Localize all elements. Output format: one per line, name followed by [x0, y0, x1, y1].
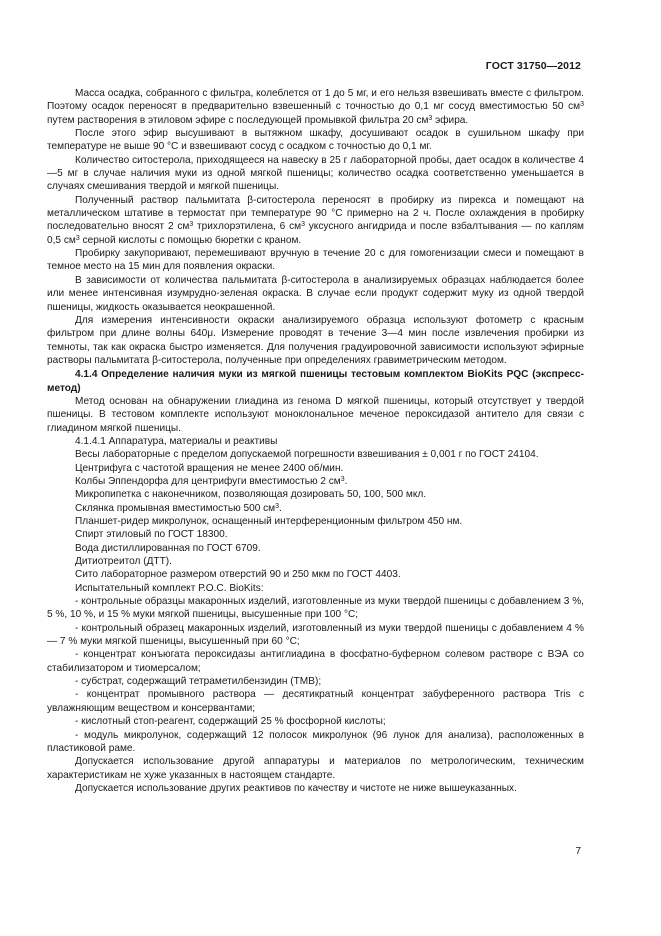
document-body	[47, 87, 584, 795]
section-heading: 4.1.4 Определение наличия муки из мягкой пшеницы тестовым комплектом BioKits PQC (экспресс-метод)	[47, 369, 584, 394]
paragraph: Допускается использование другой аппаратуры и материалов по метрологическим, техническим характеристикам не хуже указанных в настоящем стандарте.	[47, 756, 584, 781]
paragraph: Центрифуга с частотой вращения не менее 2400 об/мин.	[75, 462, 344, 474]
paragraph: Для измерения интенсивности окраски анализируемого образца используют фотометр с красным фильтром при длине волны 640μ. Измерение проводят в течение 3—4 мин после извлечения пробирки из темноты, так как окраска быстро изменяется. Для получения градуировочной зависимости используют эфирные растворы пальмитата β-ситостерола, полученные при определениях гравиметрическим методом.	[47, 314, 584, 366]
document-header: ГОСТ 31750—2012	[485, 60, 581, 72]
paragraph: Испытательный комплект Р.О.С. BioKits:	[75, 582, 264, 594]
paragraph: Допускается использование других реактивов по качеству и чистоте не ниже вышеуказанных.	[75, 782, 517, 794]
paragraph: 4.1.4.1 Аппаратура, материалы и реактивы	[75, 435, 278, 447]
paragraph: Метод основан на обнаружении глиадина из генома D мягкой пшеницы, который отсутствует у твердой пшеницы. В тестовом комплекте используют моноклональное меченое пероксидазой антитело для связи с глиадином мягкой пшеницы.	[47, 395, 584, 434]
paragraph: - контрольные образцы макаронных изделий, изготовленные из муки твердой пшеницы с добавлением 3 %, 5 %, 10 %, и 15 % муки мягкой пшеницы, высушенные при 100 °С;	[47, 596, 584, 621]
paragraph: Полученный раствор пальмитата β-ситостерола переносят в пробирку из пирекса и помещают на металлическом штативе в термостат при температуре 90 °С примерно на 2 ч. После охлаждения в пробирку последовательно вносят 2 $см^3$ трихлорэтилена, 6 $см^3$ уксусного ангидрида и после взбалтывания — по каплям 0,5 $см^3$ серной кислоты с помощью бюретки с краном.	[47, 194, 584, 246]
paragraph: Весы лабораторные с пределом допускаемой погрешности взвешивания ± 0,001 г по ГОСТ 24104.	[75, 449, 539, 461]
paragraph: В зависимости от количества пальмитата β-ситостерола в анализируемых образцах наблюдается более или менее интенсивная изумрудно-зеленая окраска. В случае если продукт содержит муку из одной твердой пшеницы, жидкость оказывается неокрашенной.	[47, 274, 584, 313]
paragraph: Количество ситостерола, приходящееся на навеску в 25 г лабораторной пробы, дает осадок в количестве 4—5 мг в случае наличия муки из одной мягкой пшеницы; количество осадка соответственно уменьшается в случаях смешивания твердой и мягкой пшеницы.	[47, 154, 584, 193]
paragraph: - контрольный образец макаронных изделий, изготовленный из муки твердой пшеницы с добавлением 4 % — 7 % муки мягкой пшеницы, высушенный при 60 °С;	[47, 622, 584, 648]
page-number: 7	[575, 846, 581, 857]
paragraph: - кислотный стоп-реагент, содержащий 25 % фосфорной кислоты;	[75, 716, 386, 728]
paragraph: Дитиотреитол (ДТТ).	[75, 556, 172, 568]
paragraph: Склянка промывная вместимостью 500 $см^3$.	[75, 502, 282, 514]
paragraph: После этого эфир высушивают в вытяжном шкафу, досушивают осадок в сушильном шкафу при температуре не выше 90 °С и взвешивают сосуд с осадком с точностью до 0,1 мг.	[47, 128, 584, 153]
paragraph: - концентрат промывного раствора — десятикратный концентрат забуференного раствора Tris с увлажняющим веществом и консервантами;	[47, 689, 584, 714]
paragraph: Пробирку закупоривают, перемешивают вручную в течение 20 с для гомогенизации смеси и помещают в темное место на 15 мин для появления окраски.	[47, 248, 584, 273]
paragraph: Микропипетка с наконечником, позволяющая дозировать 50, 100, 500 мкл.	[75, 489, 427, 501]
paragraph: - субстрат, содержащий тетраметилбензидин (ТМВ);	[75, 676, 322, 688]
paragraph: Колбы Эппендорфа для центрифуги вместимостью 2 $см^3$.	[75, 475, 348, 487]
paragraph: - концентрат конъюгата пероксидазы антиглиадина в фосфатно-буферном солевом растворе с ВЭА со стабилизатором и тиомерсалом;	[47, 649, 584, 674]
paragraph: - модуль микролунок, содержащий 12 полосок микролунок (96 лунок для анализа), расположенных в пластиковой раме.	[47, 729, 584, 754]
paragraph: Планшет-ридер микролунок, оснащенный интерференционным фильтром 450 нм.	[75, 516, 463, 527]
paragraph: Вода дистиллированная по ГОСТ 6709.	[75, 542, 261, 554]
paragraph: Масса осадка, собранного с фильтра, колеблется от 1 до 5 мг, и его нельзя взвешивать вместе с фильтром. Поэтому осадок переносят в предварительно взвешенный с точностью до 0,1 мг сосуд вместимостью 50 $см^3$ путем растворения в этиловом эфире с последующей промывкой фильтра 20 $см^3$ эфира.	[47, 88, 584, 126]
paragraph: Спирт этиловый по ГОСТ 18300.	[75, 529, 228, 541]
paragraph: Сито лабораторное размером отверстий 90 и 250 мкм по ГОСТ 4403.	[75, 569, 401, 581]
